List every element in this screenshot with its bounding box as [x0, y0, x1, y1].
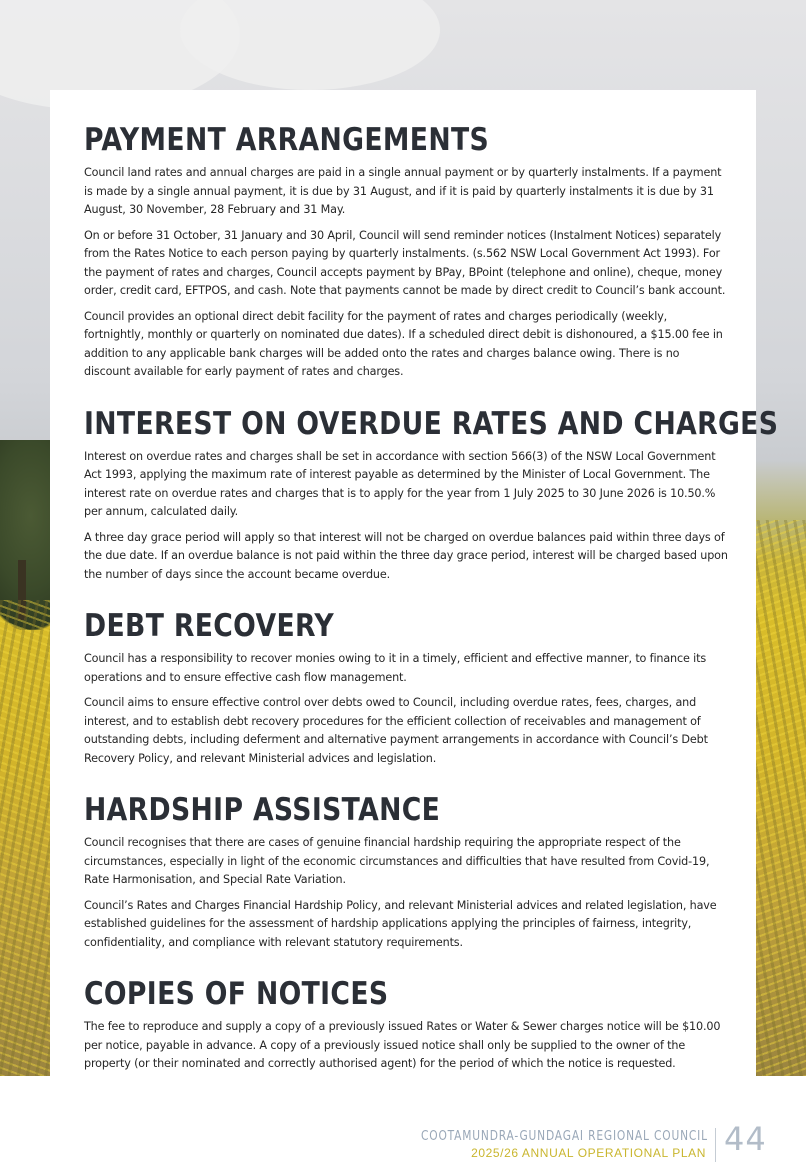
- section-copies-of-notices: [84, 974, 728, 1074]
- paragraph: Council provides an optional direct debit facility for the payment of rates and charges periodically (weekly, fortnightly, monthly or quarterly on nominated due dates). If a scheduled direct debit is dishonoured, a $15.00 fee in addition to any applicable bank charges will be added onto the rates and charges balance owing. There is no discount available for early payment of rates and charges.: [84, 309, 723, 378]
- section-heading: INTEREST ON OVERDUE RATES AND CHARGES: [84, 405, 779, 442]
- section-hardship-assistance: [84, 790, 728, 952]
- section-heading: HARDSHIP ASSISTANCE: [84, 792, 441, 828]
- section-heading: COPIES OF NOTICES: [84, 976, 389, 1012]
- section-interest-overdue: [84, 404, 779, 585]
- section-debt-recovery: [84, 606, 728, 768]
- paragraph: A three day grace period will apply so that interest will not be charged on overdue balances paid within three days of the due date. If an overdue balance is not paid within the three day grace period, interest will be charged based upon the number of days since the account became overdue.: [84, 530, 728, 581]
- canola-field-left: [0, 600, 52, 1076]
- paragraph: Council recognises that there are cases of genuine financial hardship requiring the appropriate respect of the circumstances, especially in light of the economic circumstances and difficulties that have resulted from Covid-19, Rate Harmonisation, and Special Rate Variation.: [84, 836, 710, 886]
- page-footer: [0, 1076, 806, 1167]
- paragraph: The fee to reproduce and supply a copy of a previously issued Rates or Water & Sewer charges notice will be $10.00 per notice, payable in advance. A copy of a previously issued notice shall only be supplied to the owner of the property (or their nominated and correctly authorised agent) for the period of which the notice is requested.: [84, 1020, 721, 1070]
- paragraph: Council land rates and annual charges are paid in a single annual payment or by quarterly instalments. If a payment is made by a single annual payment, it is due by 31 August, and if it is paid by quarterly instalments it is due by 31 August, 30 November, 28 February and 31 May.: [84, 166, 722, 216]
- content-panel: [50, 90, 779, 1076]
- cloud-shape: [180, 0, 440, 90]
- paragraph: Interest on overdue rates and charges shall be set in accordance with section 566(3) of the NSW Local Government Act 1993, applying the maximum rate of interest payable as determined by the Minister of Local Government. The interest rate on overdue rates and charges that is to apply for the year from 1 July 2025 to 30 June 2026 is 10.50.% per annum, calculated daily.: [84, 449, 716, 518]
- section-heading: DEBT RECOVERY: [84, 608, 335, 644]
- paragraph: Council aims to ensure effective control over debts owed to Council, including overdue rates, fees, charges, and interest, and to establish debt recovery procedures for the efficient collection of receivables and management of outstanding debts, including deferment and alternative payment arrangements in accordance with Council’s Debt Recovery Policy, and relevant Ministerial advices and legislation.: [84, 696, 708, 765]
- paragraph: Council has a responsibility to recover monies owing to it in a timely, efficient and effective manner, to finance its operations and to ensure effective cash flow management.: [84, 652, 707, 684]
- canola-field-right: [754, 520, 806, 1076]
- footer-divider: [715, 1128, 716, 1162]
- footer-plan-title: 2025/26 ANNUAL OPERATIONAL PLAN: [471, 1146, 706, 1160]
- section-payment-arrangements: [84, 120, 728, 382]
- page-number: 44: [724, 1120, 767, 1158]
- paragraph: Council’s Rates and Charges Financial Hardship Policy, and relevant Ministerial advices and related legislation, have established guidelines for the assessment of hardship applications applying the principles of fairness, integrity, confidentiality, and compliance with relevant statutory requirements.: [84, 898, 717, 949]
- paragraph: On or before 31 October, 31 January and 30 April, Council will send reminder notices (Instalment Notices) separately from the Rates Notice to each person paying by quarterly instalments. (s.562 NSW Local Government Act 1993). For the payment of rates and charges, Council accepts payment by BPay, BPoint (telephone and online), cheque, money order, credit card, EFTPOS, and cash. Note that payments cannot be made by direct credit to Council’s bank account.: [84, 228, 726, 297]
- section-heading: PAYMENT ARRANGEMENTS: [84, 122, 490, 158]
- footer-organisation: COOTAMUNDRA-GUNDAGAI REGIONAL COUNCIL: [421, 1129, 708, 1144]
